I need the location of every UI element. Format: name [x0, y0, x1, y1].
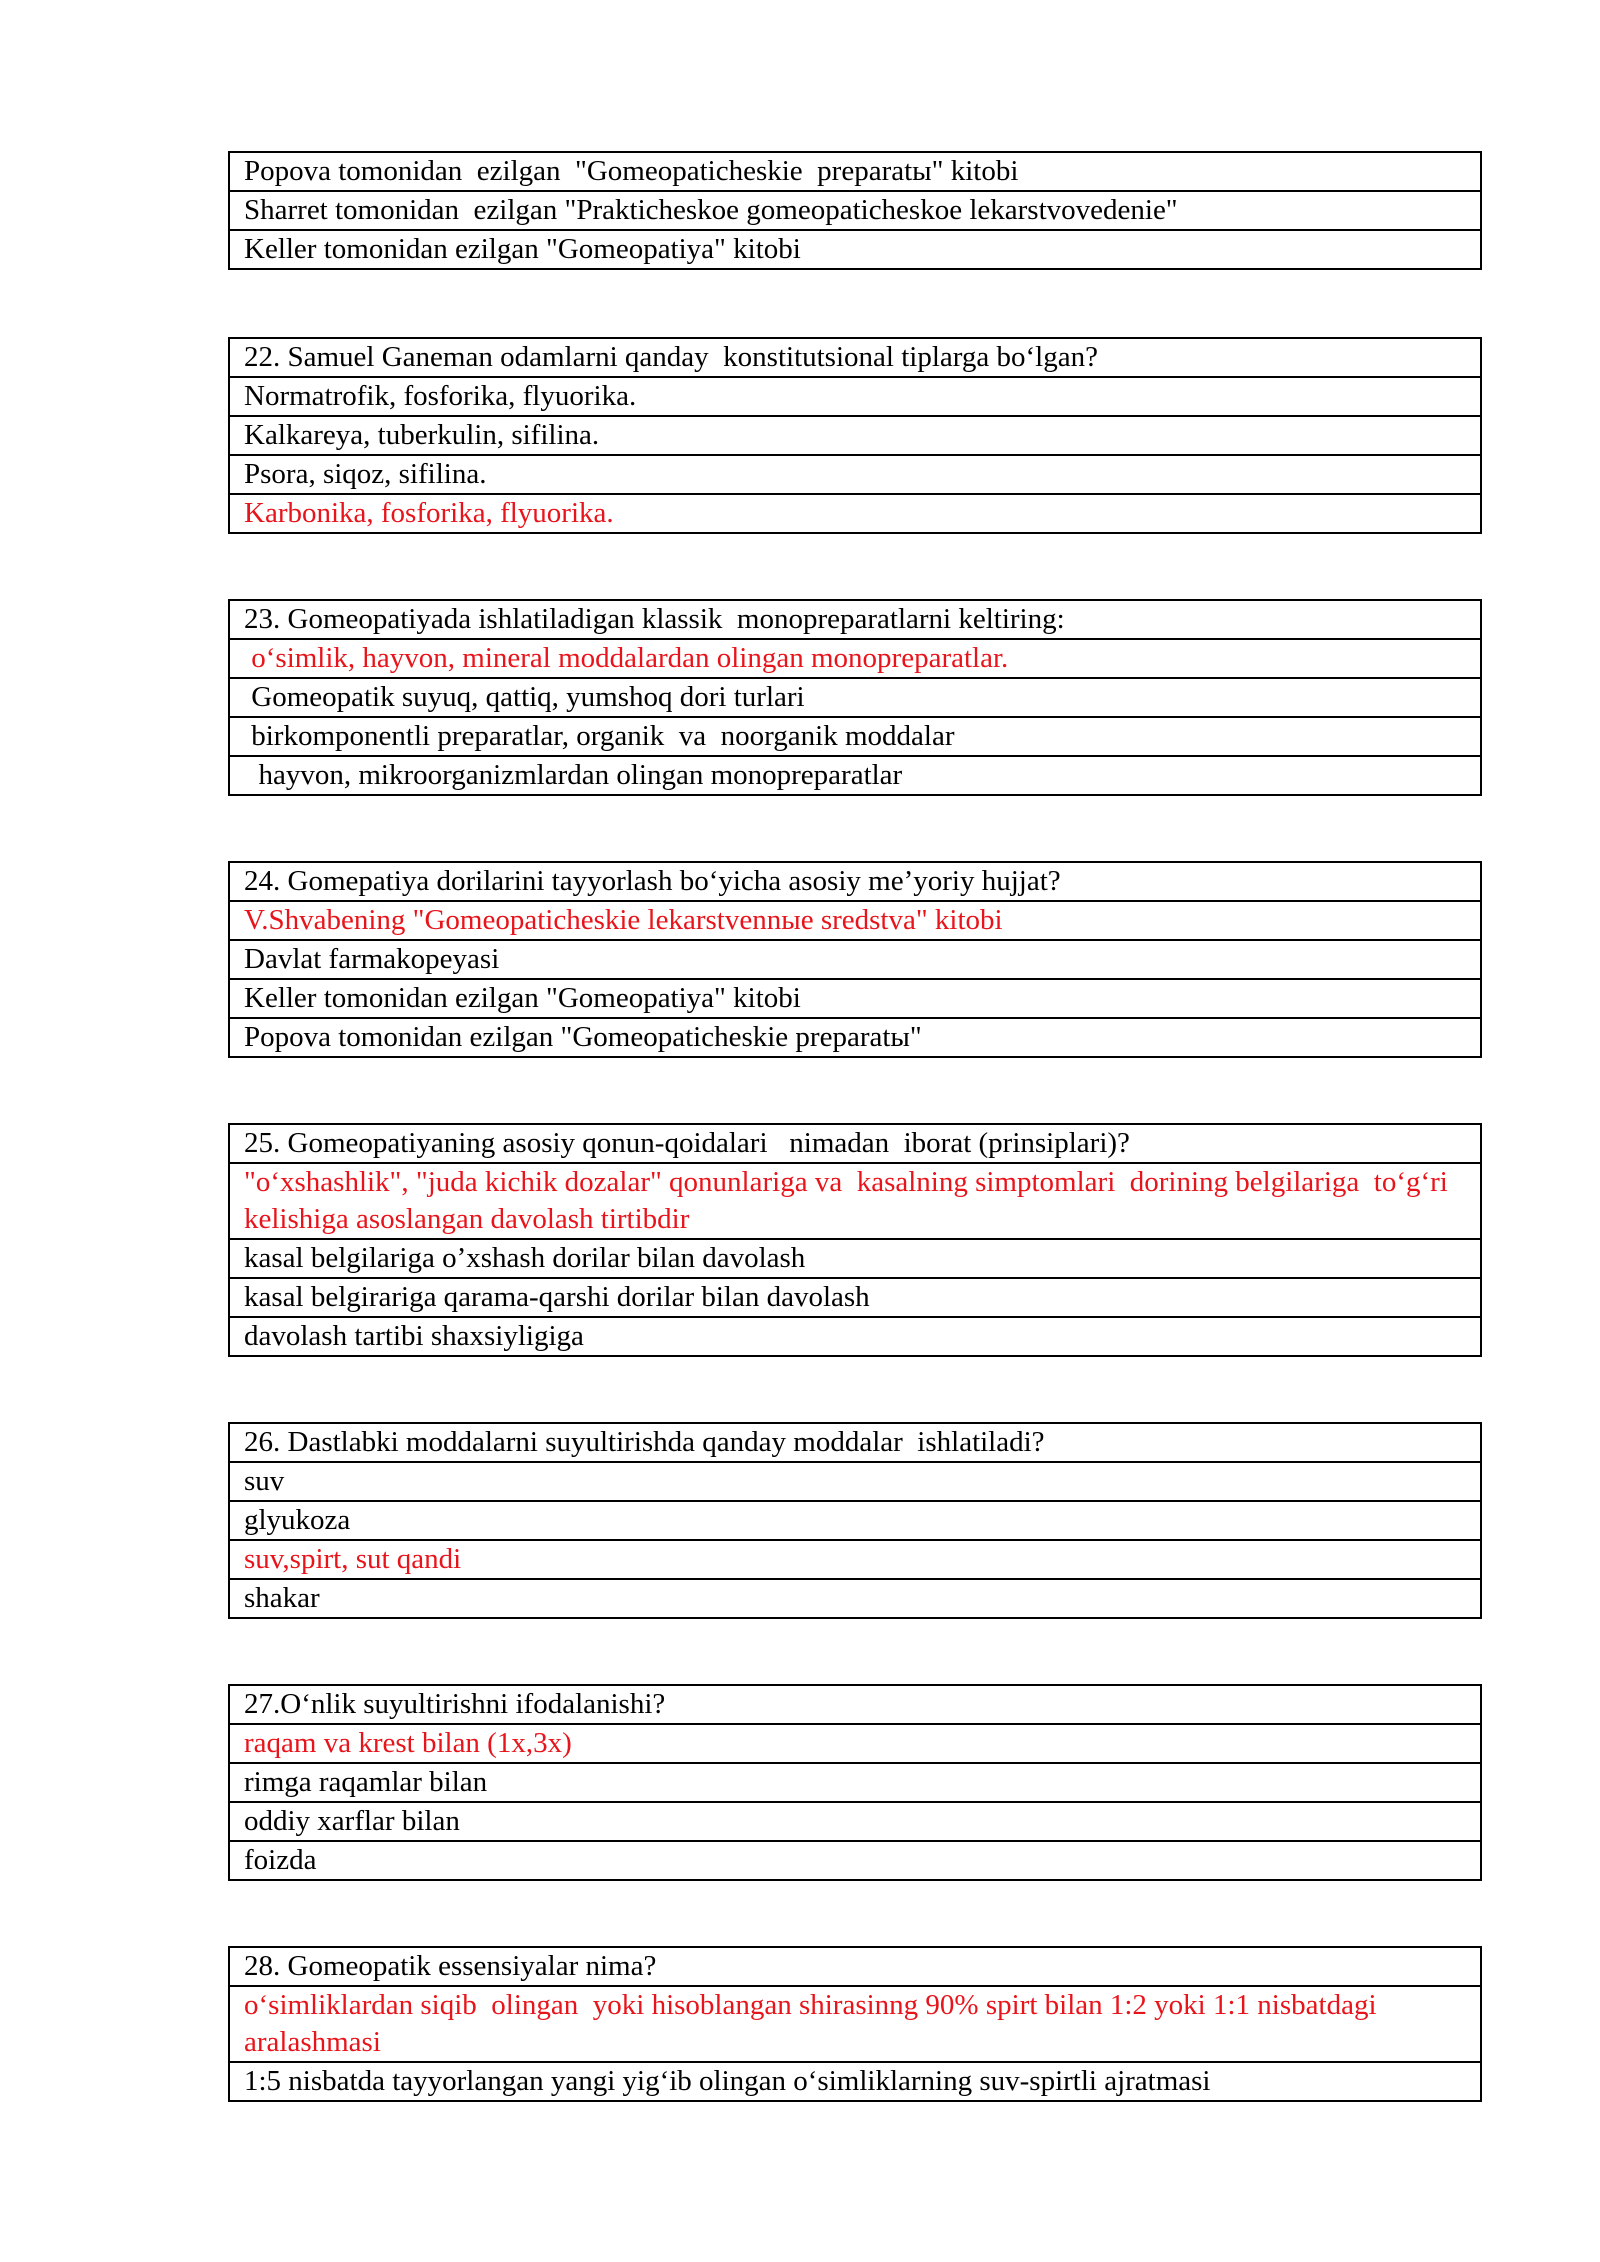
answer-option: Popova tomonidan ezilgan "Gomeopaticheskie preparatы" kitobi [229, 152, 1481, 191]
answer-option: kasal belgirariga qarama-qarshi dorilar bilan davolash [229, 1278, 1481, 1317]
answer-row [229, 1462, 1481, 1501]
question-block-22 [228, 337, 1482, 534]
answer-row [229, 639, 1481, 678]
question-row [229, 1685, 1481, 1724]
question-text: 27.O‘nlik suyultirishni ifodalanishi? [229, 1685, 1481, 1724]
answer-row [229, 1986, 1481, 2062]
answer-row [229, 416, 1481, 455]
answer-option: Normatrofik, fosforika, flyuorika. [229, 377, 1481, 416]
answer-row [229, 1501, 1481, 1540]
answer-row [229, 1579, 1481, 1618]
answer-option: suv [229, 1462, 1481, 1501]
answer-option: glyukoza [229, 1501, 1481, 1540]
answer-row [229, 377, 1481, 416]
answer-option: Gomeopatik suyuq, qattiq, yumshoq dori turlari [229, 678, 1481, 717]
answer-option: foizda [229, 1841, 1481, 1880]
answer-option: Keller tomonidan ezilgan "Gomeopatiya" kitobi [229, 979, 1481, 1018]
question-row [229, 1947, 1481, 1986]
answer-option: birkomponentli preparatlar, organik va noorganik moddalar [229, 717, 1481, 756]
answer-option: hayvon, mikroorganizmlardan olingan monopreparatlar [229, 756, 1481, 795]
answer-row [229, 230, 1481, 269]
question-text: 23. Gomeopatiyada ishlatiladigan klassik monopreparatlarni keltiring: [229, 600, 1481, 639]
answer-option: Popova tomonidan ezilgan "Gomeopaticheskie preparatы" [229, 1018, 1481, 1057]
answer-row [229, 1763, 1481, 1802]
question-block-26 [228, 1422, 1482, 1619]
answer-option: oddiy xarflar bilan [229, 1802, 1481, 1841]
answer-row [229, 1724, 1481, 1763]
answer-option: rimga raqamlar bilan [229, 1763, 1481, 1802]
correct-answer: V.Shvabening "Gomeopaticheskie lekarstvennые sredstva" kitobi [229, 901, 1481, 940]
question-row [229, 862, 1481, 901]
question-text: 26. Dastlabki moddalarni suyultirishda qanday moddalar ishlatiladi? [229, 1423, 1481, 1462]
answer-row [229, 494, 1481, 533]
answer-option: Sharret tomonidan ezilgan "Prakticheskoe gomeopaticheskoe lekarstvovedenie" [229, 191, 1481, 230]
answer-row [229, 1540, 1481, 1579]
answer-row [229, 1278, 1481, 1317]
question-block-27 [228, 1684, 1482, 1881]
correct-answer: "o‘xshashlik", "juda kichik dozalar" qonunlariga va kasalning simptomlari dorining belgilariga to‘g‘ri kelishiga asoslangan davolash tirtibdir [229, 1163, 1481, 1239]
answer-row [229, 717, 1481, 756]
question-text: 24. Gomepatiya dorilarini tayyorlash bo‘yicha asosiy me’yoriy hujjat? [229, 862, 1481, 901]
answer-row [229, 2062, 1481, 2101]
question-text: 28. Gomeopatik essensiyalar nima? [229, 1947, 1481, 1986]
answer-option: kasal belgilariga o’xshash dorilar bilan davolash [229, 1239, 1481, 1278]
question-row [229, 338, 1481, 377]
correct-answer: o‘simliklardan siqib olingan yoki hisoblangan shirasinng 90% spirt bilan 1:2 yoki 1:1 nisbatdagi aralashmasi [229, 1986, 1481, 2062]
question-text: 25. Gomeopatiyaning asosiy qonun-qoidalari nimadan iborat (prinsiplari)? [229, 1124, 1481, 1163]
answer-row [229, 152, 1481, 191]
question-row [229, 600, 1481, 639]
answer-option: Keller tomonidan ezilgan "Gomeopatiya" kitobi [229, 230, 1481, 269]
answer-row [229, 940, 1481, 979]
answer-option: shakar [229, 1579, 1481, 1618]
correct-answer: suv,spirt, sut qandi [229, 1540, 1481, 1579]
answer-row [229, 1018, 1481, 1057]
answer-row [229, 979, 1481, 1018]
correct-answer: Karbonika, fosforika, flyuorika. [229, 494, 1481, 533]
question-block-28 [228, 1946, 1482, 2102]
answer-option: Kalkareya, tuberkulin, sifilina. [229, 416, 1481, 455]
answer-row [229, 455, 1481, 494]
answer-row [229, 1841, 1481, 1880]
answer-option: davolash tartibi shaxsiyligiga [229, 1317, 1481, 1356]
answer-option: 1:5 nisbatda tayyorlangan yangi yig‘ib olingan o‘simliklarning suv-spirtli ajratmasi [229, 2062, 1481, 2101]
correct-answer: raqam va krest bilan (1x,3x) [229, 1724, 1481, 1763]
answer-option: Davlat farmakopeyasi [229, 940, 1481, 979]
question-block-25 [228, 1123, 1482, 1357]
question-row [229, 1423, 1481, 1462]
answer-row [229, 1802, 1481, 1841]
question-block-23 [228, 599, 1482, 796]
correct-answer: o‘simlik, hayvon, mineral moddalardan olingan monopreparatlar. [229, 639, 1481, 678]
question-block-24 [228, 861, 1482, 1058]
answer-row [229, 1163, 1481, 1239]
answer-row [229, 756, 1481, 795]
question-block-21-continued [228, 151, 1482, 270]
question-text: 22. Samuel Ganeman odamlarni qanday konstitutsional tiplarga bo‘lgan? [229, 338, 1481, 377]
answer-row [229, 901, 1481, 940]
answer-row [229, 1239, 1481, 1278]
answer-option: Psora, siqoz, sifilina. [229, 455, 1481, 494]
question-row [229, 1124, 1481, 1163]
answer-row [229, 678, 1481, 717]
answer-row [229, 1317, 1481, 1356]
answer-row [229, 191, 1481, 230]
